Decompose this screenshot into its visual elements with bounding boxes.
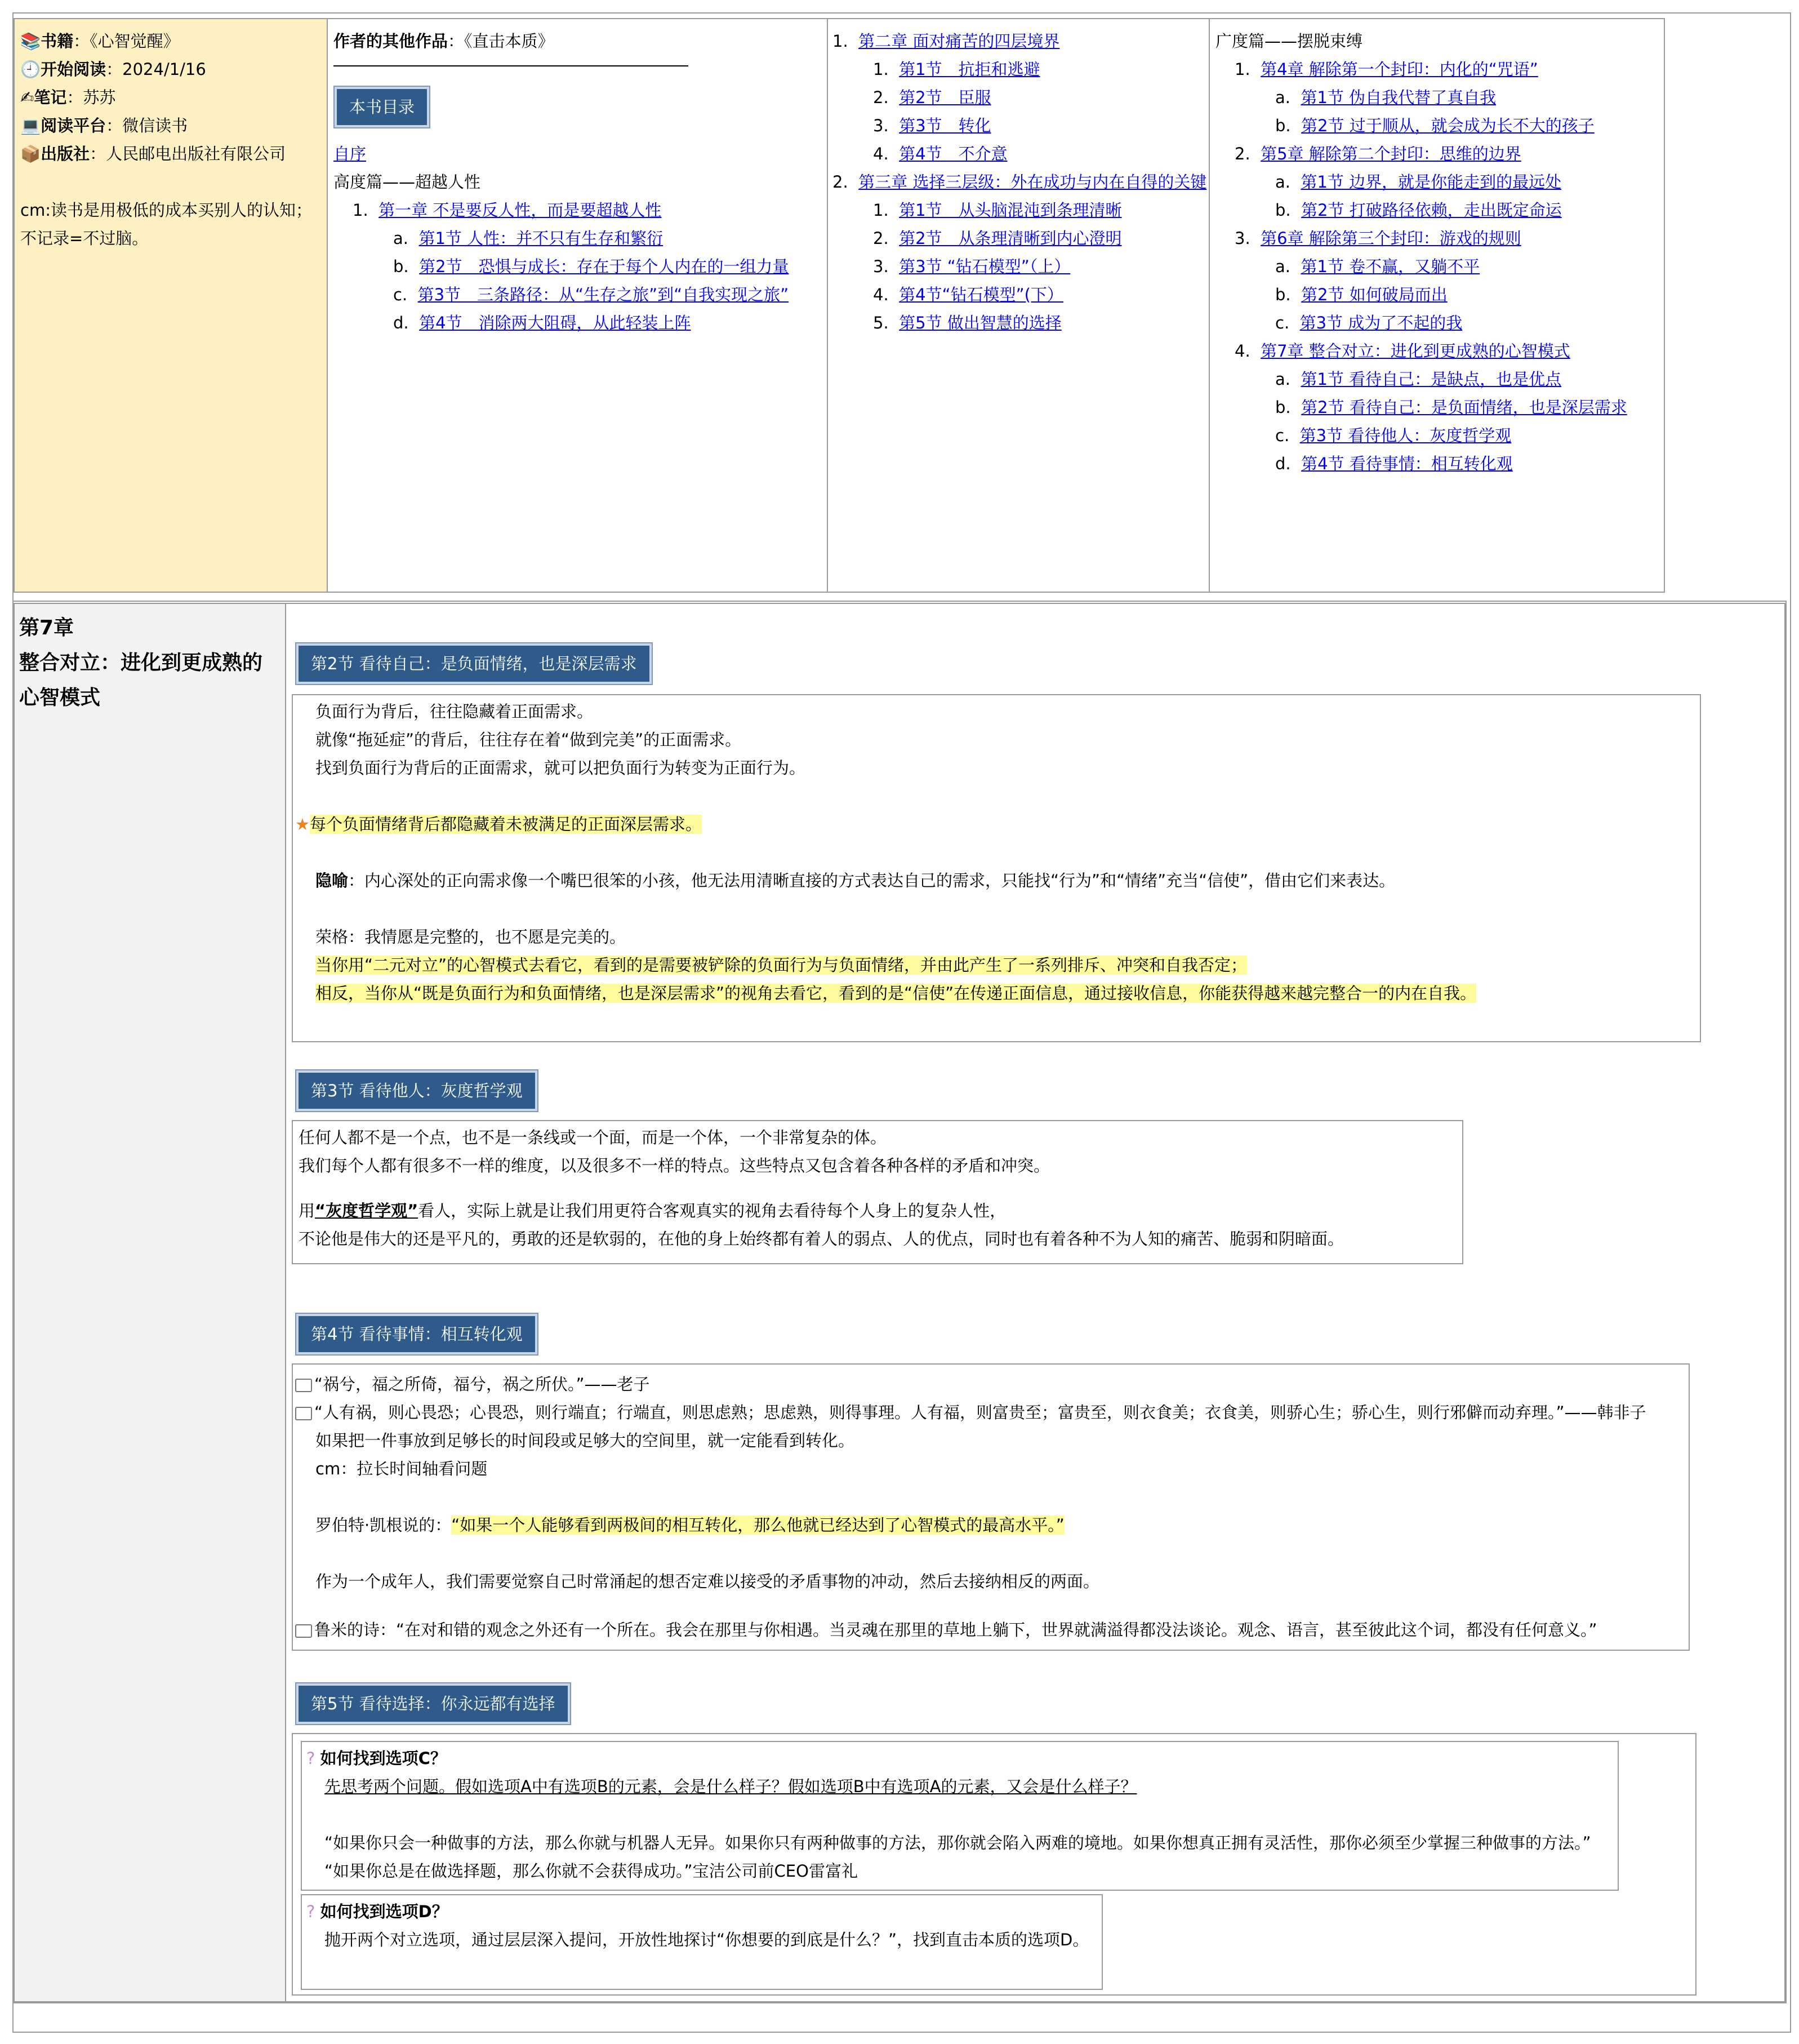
option-c-title: ? 如何找到选项C？ [306,1749,447,1768]
toc-ch7-s2: b. 第2节 看待自己：是负面情绪，也是深层需求 [1275,398,1627,417]
toc-ch1-s1: a. 第1节 人性：并不只有生存和繁衍 [393,229,664,248]
comment-icon [295,1379,312,1392]
toc-button[interactable]: 本书目录 [335,87,429,127]
toc-ch3-s5-link[interactable]: 第5节 做出智慧的选择 [899,313,1062,332]
section5-header[interactable]: 第5节 看待选择：你永远都有选择 [296,1683,570,1724]
s4-quote2: “人有祸，则心畏恐；心畏恐，则行端直；行端直，则思虑熟；思虑熟，则得事理。人有福，则富贵至；富贵至，则衣食美；衣食美，则骄心生；骄心生，则行邪僻而动弃理。”——韩非子 [295,1398,1646,1427]
s3-p2: 我们每个人都有很多不一样的维度，以及很多不一样的特点。这些特点又包含着各种各样的矛盾和冲突。 [299,1156,1050,1175]
s4-p2: 作为一个成年人，我们需要觉察自己时常涌起的想否定难以接受的矛盾事物的冲动，然后去接纳相反的两面。 [315,1572,1100,1591]
toc-ch3-s4: 4. 第4节“钻石模型”(下） [873,285,1063,304]
star-icon: ★ [295,815,310,834]
toc-ch6: 3. 第6章 解除第三个封印：游戏的规则 [1235,229,1521,248]
toc-ch3-s2: 2. 第2节 从条理清晰到内心澄明 [873,229,1122,248]
divider-line [333,65,688,66]
cm-note-line2: 不记录=不过脑。 [20,229,149,248]
toc-ch5-s1: a. 第1节 边界，就是你能走到的最远处 [1275,172,1562,192]
book-info-cell [14,18,328,593]
toc-ch1-s4-link[interactable]: 第4节 消除两大阻碍，从此轻装上阵 [419,313,691,332]
package-icon: 📦 [20,144,41,163]
toc-ch5-s2: b. 第2节 打破路径依赖，走出既定命运 [1275,201,1562,220]
comment-icon [295,1407,312,1420]
section5-box [292,1733,1696,1996]
toc-cell-1 [327,18,828,593]
toc-ch7-s2-link[interactable]: 第2节 看待自己：是负面情绪，也是深层需求 [1301,398,1627,417]
s2-highlight2: 相反，当你从“既是负面行为和负面情绪，也是深层需求”的视角去看它，看到的是“信使”在传递正面信息，通过接收信息，你能获得越来越完整合一的内在自我。 [315,984,1477,1003]
section3-header[interactable]: 第3节 看待他人：灰度哲学观 [296,1070,537,1111]
toc-ch3-s1-link[interactable]: 第1节 从头脑混沌到条理清晰 [899,201,1122,220]
toc-ch6-link[interactable]: 第6章 解除第三个封印：游戏的规则 [1261,229,1521,248]
toc-ch1-s3-link[interactable]: 第3节 三条路径：从“生存之旅”到“自我实现之旅” [417,285,789,304]
start-date-row: 🕘开始阅读：2024/1/16 [20,60,206,79]
toc-ch3-link[interactable]: 第三章 选择三层级：外在成功与内在自得的关键 [858,172,1207,192]
toc-ch7-s3-link[interactable]: 第3节 看待他人：灰度哲学观 [1299,426,1512,445]
toc-ch3-s4-link[interactable]: 第4节“钻石模型”(下） [899,285,1063,304]
chapter-number: 第7章 [19,616,74,639]
option-c-p2: “如果你总是在做选择题，那么你就不会获得成功。”宝洁公司前CEO雷富礼 [324,1861,858,1881]
toc-ch6-s1-link[interactable]: 第1节 卷不赢，又躺不平 [1301,257,1480,276]
s3-p4: 不论他是伟大的还是平凡的，勇敢的还是软弱的，在他的身上始终都有着人的弱点、人的优点，同时也有着各种不为人知的痛苦、脆弱和阴暗面。 [299,1229,1344,1248]
toc-ch4-s1-link[interactable]: 第1节 伪自我代替了真自我 [1301,88,1497,107]
s4-quote1: “祸兮，福之所倚，福兮，祸之所伏。”——老子 [295,1370,650,1398]
s2-jung: 荣格：我情愿是完整的，也不愿是完美的。 [315,927,626,947]
toc-ch4-s2: b. 第2节 过于顺从，就会成为长不大的孩子 [1275,116,1595,135]
computer-icon: 💻 [20,116,41,135]
toc-ch7: 4. 第7章 整合对立：进化到更成熟的心智模式 [1235,341,1570,361]
s4-kegan: 罗伯特·凯根说的：“如果一个人能够看到两极间的相互转化，那么他就已经达到了心智模式的最高水平。” [315,1516,1065,1535]
toc-ch4: 1. 第4章 解除第一个封印：内化的“咒语” [1235,60,1538,79]
clock-icon: 🕘 [20,60,41,79]
toc-ch3: 2. 第三章 选择三层级：外在成功与内在自得的关键 [832,172,1207,192]
s2-highlight1: 当你用“二元对立”的心智模式去看它，看到的是需要被铲除的负面行为与负面情绪，并由此产生了一系列排斥、冲突和自我否定； [315,956,1248,975]
option-c-p1: “如果你只会一种做事的方法，那么你就与机器人无异。如果你只有两种做事的方法，那你就会陷入两难的境地。如果你想真正拥有灵活性，那你必须至少掌握三种做事的方法。” [324,1833,1591,1852]
s4-rumi: 鲁米的诗：“在对和错的观念之外还有一个所在。我会在那里与你相遇。当灵魂在那里的草地上躺下，世界就满溢得都没法谈论。观念、语言，甚至彼此这个词，都没有任何意义。” [295,1616,1597,1644]
toc-ch4-s2-link[interactable]: 第2节 过于顺从，就会成为长不大的孩子 [1301,116,1595,135]
toc-ch3-s3-link[interactable]: 第3节 “钻石模型”（上） [899,257,1071,276]
option-c-box [301,1741,1619,1891]
toc-ch7-s4: d. 第4节 看待事情：相互转化观 [1275,454,1513,473]
toc-ch2-s3-link[interactable]: 第3节 转化 [899,116,991,135]
toc-ch1-s2-link[interactable]: 第2节 恐惧与成长：存在于每个人内在的一组力量 [419,257,789,276]
section3-box [292,1120,1463,1264]
s4-p1: 如果把一件事放到足够长的时间段或足够大的空间里，就一定能看到转化。 [315,1431,855,1450]
s2-metaphor: 隐喻：内心深处的正向需求像一个嘴巴很笨的小孩，他无法用清晰直接的方式表达自己的需求，只能找“行为”和“情绪”充当“信使”，借由它们来表达。 [315,871,1396,890]
toc-ch7-s1-link[interactable]: 第1节 看待自己：是缺点，也是优点 [1301,370,1562,389]
other-works: 作者的其他作品：《直击本质》 [333,32,554,51]
section2-header[interactable]: 第2节 看待自己：是负面情绪，也是深层需求 [296,643,652,684]
toc-ch4-s1: a. 第1节 伪自我代替了真自我 [1275,88,1497,107]
toc-ch3-s3: 3. 第3节 “钻石模型”（上） [873,257,1071,276]
toc-ch7-s3: c. 第3节 看待他人：灰度哲学观 [1275,426,1512,445]
toc-ch2: 1. 第二章 面对痛苦的四层境界 [832,32,1060,51]
section2-box [292,694,1701,1042]
toc-ch6-s3: c. 第3节 成为了不起的我 [1275,313,1463,332]
writing-hand-icon: ✍ [20,88,34,107]
section4-header[interactable]: 第4节 看待事情：相互转化观 [296,1314,537,1354]
option-d-box [301,1894,1103,1990]
toc-cell-2 [827,18,1210,593]
toc-ch1-link[interactable]: 第一章 不是要反人性，而是要超越人性 [378,201,662,220]
cm-note-line1: cm:读书是用极低的成本买别人的认知； [20,201,312,220]
s3-p3: 用“灰度哲学观”看人，实际上就是让我们用更符合客观真实的视角去看待每个人身上的复杂人性， [299,1201,1007,1220]
toc-ch1: 1. 第一章 不是要反人性，而是要超越人性 [353,201,662,220]
toc-ch3-s5: 5. 第5节 做出智慧的选择 [873,313,1062,332]
toc-ch2-s2-link[interactable]: 第2节 臣服 [899,88,991,107]
s2-star-line: ★每个负面情绪背后都隐藏着未被满足的正面深层需求。 [295,815,702,834]
s2-p1: 负面行为背后，往往隐藏着正面需求。 [315,702,594,721]
s2-p2: 就像“拖延症”的背后，往往存在着“做到完美”的正面需求。 [315,730,742,749]
toc-ch7-s4-link[interactable]: 第4节 看待事情：相互转化观 [1301,454,1513,473]
platform-row: 💻阅读平台：微信读书 [20,116,188,135]
toc-ch5-s2-link[interactable]: 第2节 打破路径依赖，走出既定命运 [1301,201,1562,220]
toc-ch7-s1: a. 第1节 看待自己：是缺点，也是优点 [1275,370,1562,389]
s3-p1: 任何人都不是一个点，也不是一条线或一个面，而是一个体，一个非常复杂的体。 [299,1128,887,1147]
toc-ch2-s3: 3. 第3节 转化 [873,116,991,135]
toc-ch6-s2-link[interactable]: 第2节 如何破局而出 [1301,285,1448,304]
toc-ch6-s3-link[interactable]: 第3节 成为了不起的我 [1299,313,1463,332]
toc-ch1-s2: b. 第2节 恐惧与成长：存在于每个人内在的一组力量 [393,257,789,276]
toc-ch3-s2-link[interactable]: 第2节 从条理清晰到内心澄明 [899,229,1122,248]
section4-box [292,1363,1690,1651]
toc-ch6-s1: a. 第1节 卷不赢，又躺不平 [1275,257,1480,276]
toc-ch6-s2: b. 第2节 如何破局而出 [1275,285,1448,304]
toc-ch5-s1-link[interactable]: 第1节 边界，就是你能走到的最远处 [1301,172,1562,192]
toc-ch7-link[interactable]: 第7章 整合对立：进化到更成熟的心智模式 [1261,341,1570,361]
chapter-title-line2: 心智模式 [19,686,101,709]
part1-label: 高度篇——超越人性 [333,172,481,192]
chapter-title-line1: 整合对立：进化到更成熟的 [19,651,263,674]
option-d-p1: 抛开两个对立选项，通过层层深入提问，开放性地探讨“你想要的到底是什么？”，找到直击本质的选项D。 [324,1930,1089,1949]
publisher-row: 📦出版社：人民邮电出版社有限公司 [20,144,286,163]
toc-ch2-s4-link[interactable]: 第4节 不介意 [899,144,1008,163]
toc-ch2-s1: 1. 第1节 抗拒和逃避 [873,60,1040,79]
toc-ch4-link[interactable]: 第4章 解除第一个封印：内化的“咒语” [1261,60,1538,79]
books-icon: 📚 [20,32,41,51]
toc-ch2-link[interactable]: 第二章 面对痛苦的四层境界 [858,32,1060,51]
toc-ch1-s4: d. 第4节 消除两大阻碍，从此轻装上阵 [393,313,691,332]
toc-cell-3 [1209,18,1665,593]
chapter-title-cell [14,603,286,2002]
question-icon: ? [306,1902,315,1921]
toc-ch3-s1: 1. 第1节 从头脑混沌到条理清晰 [873,201,1122,220]
option-d-title: ? 如何找到选项D？ [306,1902,448,1921]
toc-ch2-s2: 2. 第2节 臣服 [873,88,991,107]
question-icon: ? [306,1749,315,1768]
toc-ch2-s4: 4. 第4节 不介意 [873,144,1008,163]
option-c-question: 先思考两个问题。假如选项A中有选项B的元素，会是什么样子？假如选项B中有选项A的元素，又会是什么样子？ [324,1777,1137,1796]
comment-icon [295,1624,312,1638]
toc-preface-link[interactable]: 自序 [333,144,367,163]
toc-ch5: 2. 第5章 解除第二个封印：思维的边界 [1235,144,1521,163]
toc-ch1-s3: c. 第3节 三条路径：从“生存之旅”到“自我实现之旅” [393,285,789,304]
s4-cm: cm：拉长时间轴看问题 [315,1459,488,1478]
part2-label: 广度篇——摆脱束缚 [1215,32,1363,51]
toc-ch2-s1-link[interactable]: 第1节 抗拒和逃避 [899,60,1040,79]
book-title-row: 📚书籍：《心智觉醒》 [20,32,180,51]
s2-p3: 找到负面行为背后的正面需求，就可以把负面行为转变为正面行为。 [315,758,806,777]
toc-ch5-link[interactable]: 第5章 解除第二个封印：思维的边界 [1261,144,1521,163]
notes-row: ✍笔记：苏苏 [20,88,116,107]
toc-ch1-s1-link[interactable]: 第1节 人性：并不只有生存和繁衍 [418,229,664,248]
